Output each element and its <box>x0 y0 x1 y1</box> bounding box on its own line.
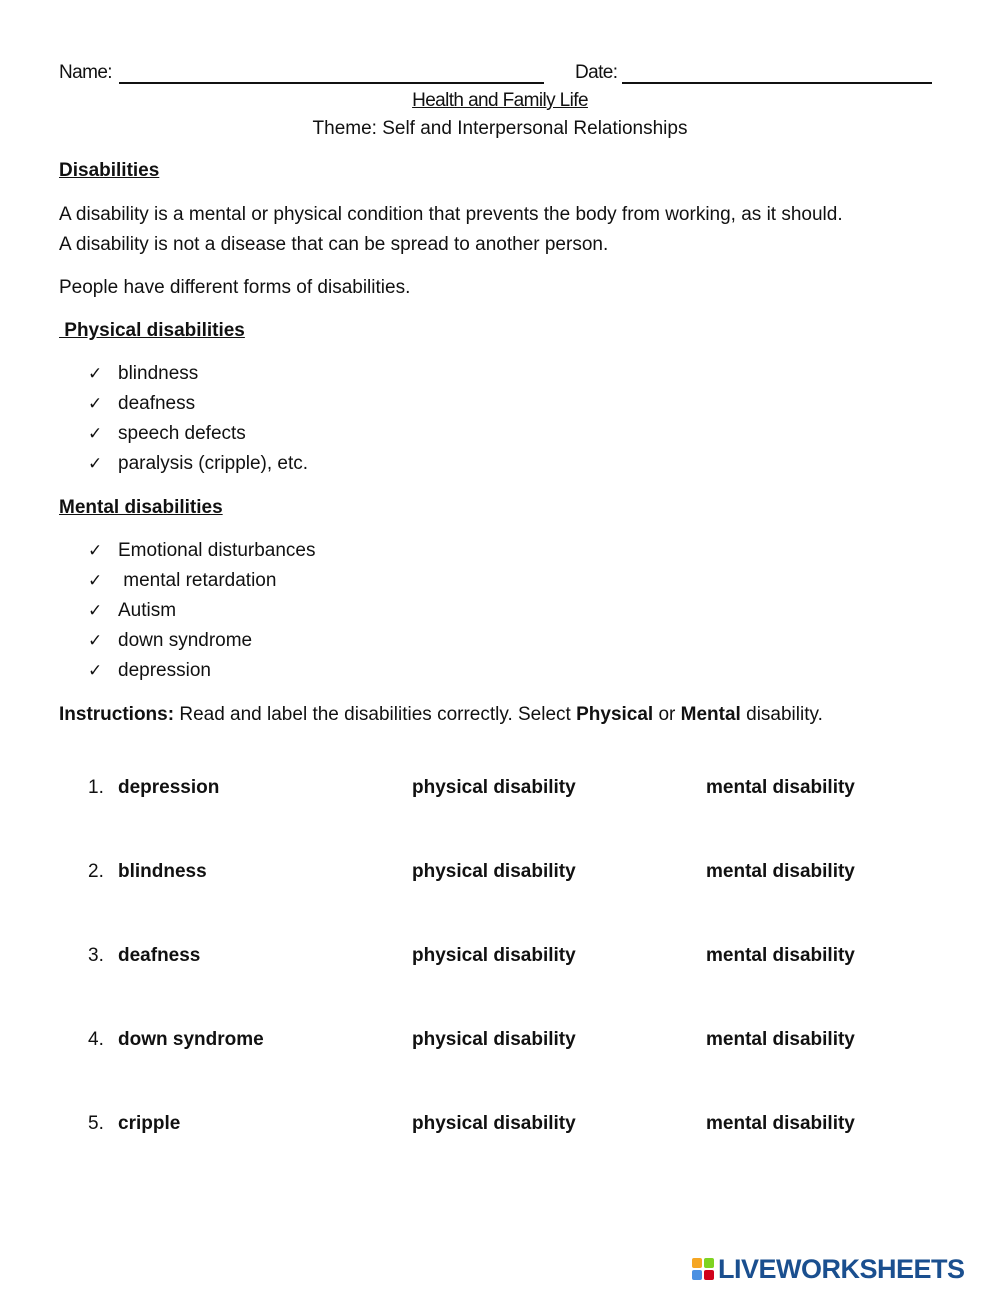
physical-disability-option[interactable]: physical disability <box>412 1113 576 1134</box>
question-word: deafness <box>118 945 201 966</box>
check-icon: ✓ <box>88 661 103 681</box>
question-row <box>88 945 948 973</box>
question-number: 3. <box>88 945 104 966</box>
list-item: ✓ Autism <box>88 600 177 621</box>
forms-sentence: People have different forms of disabilities. <box>59 277 411 298</box>
question-row <box>88 777 948 805</box>
liveworksheets-logo <box>692 1254 992 1284</box>
list-item: ✓ deafness <box>88 393 196 414</box>
question-word: down syndrome <box>118 1029 264 1050</box>
physical-heading: Physical disabilities <box>59 320 245 341</box>
list-item: ✓ paralysis (cripple), etc. <box>88 453 309 474</box>
check-icon: ✓ <box>88 454 103 474</box>
mental-disability-option[interactable]: mental disability <box>706 1029 855 1050</box>
question-number: 5. <box>88 1113 104 1134</box>
mental-disability-option[interactable]: mental disability <box>706 861 855 882</box>
definition-line-1: A disability is a mental or physical condition that prevents the body from working, as it should. <box>59 204 843 225</box>
section-heading: Disabilities <box>59 160 160 181</box>
question-number: 2. <box>88 861 104 882</box>
worksheet-title: Health and Family Life <box>412 90 588 111</box>
list-item: ✓ mental retardation <box>88 570 277 591</box>
list-item: ✓ down syndrome <box>88 630 253 651</box>
mental-heading: Mental disabilities <box>59 497 223 518</box>
physical-disability-option[interactable]: physical disability <box>412 1029 576 1050</box>
check-icon: ✓ <box>88 364 103 384</box>
list-item: ✓ depression <box>88 660 211 681</box>
logo-text: LIVEWORKSHEETS <box>718 1254 965 1284</box>
question-word: cripple <box>118 1113 181 1134</box>
check-icon: ✓ <box>88 424 103 444</box>
physical-disability-option[interactable]: physical disability <box>412 777 576 798</box>
question-row <box>88 861 948 889</box>
physical-disability-option[interactable]: physical disability <box>412 945 576 966</box>
list-item: ✓ Emotional disturbances <box>88 540 316 561</box>
list-item: ✓ blindness <box>88 363 199 384</box>
definition-line-2: A disability is not a disease that can be spread to another person. <box>59 234 609 255</box>
name-label: Name: <box>59 62 112 83</box>
question-word: blindness <box>118 861 207 882</box>
question-word: depression <box>118 777 220 798</box>
list-item: ✓ speech defects <box>88 423 246 444</box>
name-date-row <box>59 60 939 90</box>
name-input-line[interactable] <box>119 82 544 84</box>
check-icon: ✓ <box>88 394 103 414</box>
question-row <box>88 1113 948 1141</box>
date-label: Date: <box>575 62 618 83</box>
check-icon: ✓ <box>88 541 103 561</box>
check-icon: ✓ <box>88 571 103 591</box>
check-icon: ✓ <box>88 631 103 651</box>
question-number: 4. <box>88 1029 104 1050</box>
date-input-line[interactable] <box>622 82 932 84</box>
mental-disability-option[interactable]: mental disability <box>706 1113 855 1134</box>
question-row <box>88 1029 948 1057</box>
logo-grid-icon <box>692 1258 714 1280</box>
mental-disability-option[interactable]: mental disability <box>706 945 855 966</box>
question-number: 1. <box>88 777 104 798</box>
mental-disability-option[interactable]: mental disability <box>706 777 855 798</box>
physical-disability-option[interactable]: physical disability <box>412 861 576 882</box>
worksheet-theme: Theme: Self and Interpersonal Relationships <box>312 118 688 139</box>
instructions: Instructions: Read and label the disabilities correctly. Select Physical or Mental disability. <box>59 704 823 725</box>
check-icon: ✓ <box>88 601 103 621</box>
